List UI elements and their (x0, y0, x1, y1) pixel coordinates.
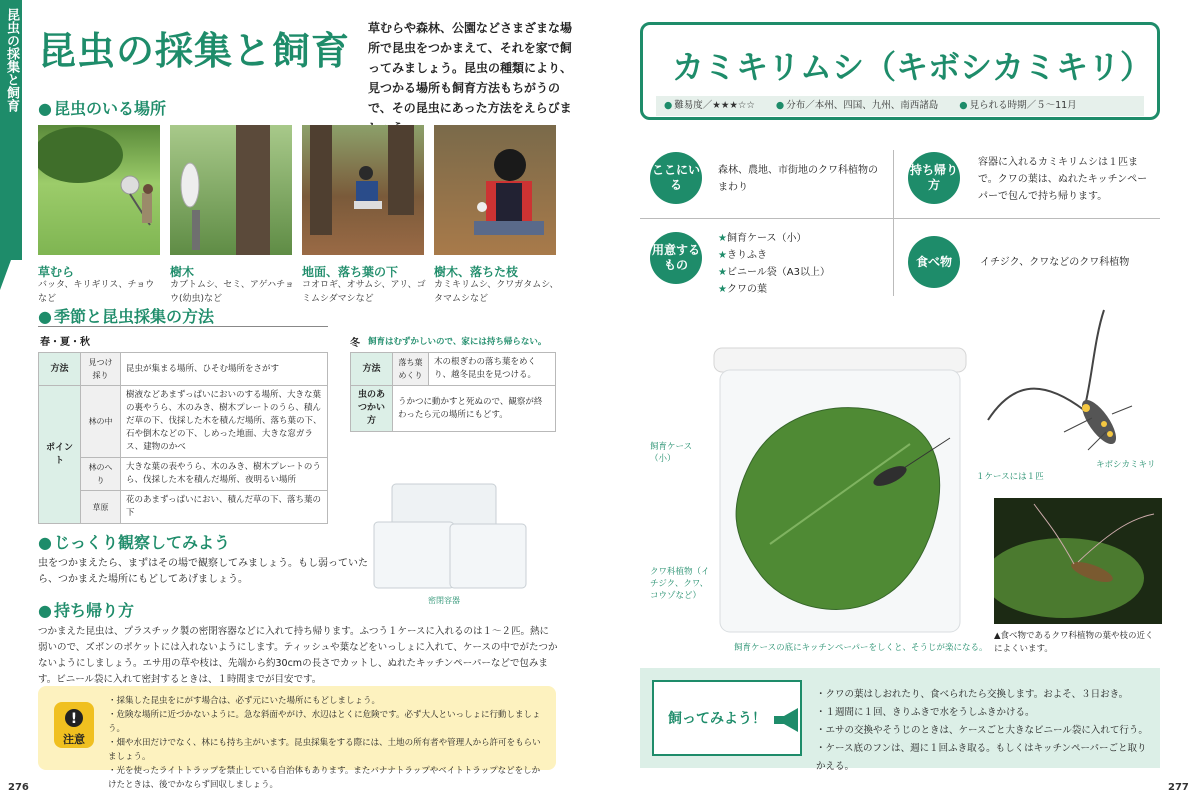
keep-item: ・ エサの交換やそうじのときは、ケースごと大きなビニール袋に入れて行う。 (816, 722, 1156, 740)
place-desc-4: カミキリムシ、クワガタムシ、タマムシなど (434, 280, 559, 304)
callout-case: 飼育ケース（小） (650, 442, 693, 464)
food-text: イチジク、クワなどのクワ科植物 (980, 257, 1130, 268)
side-tab-label: 昆虫の採集と飼育 (4, 8, 19, 112)
season-heading: ● 季節と昆虫採集の方法 (38, 304, 214, 327)
place-desc-2: カブトムシ、セミ、アゲハチョウ(幼虫)など (170, 280, 294, 304)
place-desc-3: コオロギ、オサムシ、アリ、ゴミムシダマシなど (302, 280, 426, 304)
prep-item: ★ クワの葉 (718, 281, 888, 298)
takehome-heading: ● 持ち帰り方 (38, 598, 134, 621)
intro-text: 草むらや森林、公園などさまざまな場所で昆虫をつかまえて、それを家で飼ってみましょう。昆虫の種類により、見つかる場所も飼育方法もちがうので、その昆虫にあった方法をえらびま (368, 21, 573, 115)
prep-item: ★ 飼育ケース（小） (718, 230, 888, 247)
container-caption: 密閉容器 (428, 596, 460, 605)
megaphone-icon (772, 706, 800, 734)
caution-item: ・ 光を使ったライトトラップを禁止している自治体もあります。またバナナトラップやベイトトラップなどをしかけたときは、後でかならず回収しましょう。 (108, 764, 548, 792)
place-title-1: 草むら (38, 265, 75, 279)
winter-method-header: 方法 (351, 353, 393, 386)
case-photo (710, 344, 972, 638)
caution-label: 注意 (63, 733, 85, 746)
point-text-3: 花のあまずっぱいにおい、積んだ草の下、落ち葉の下 (121, 491, 328, 524)
caution-item: ・ 畑や水田だけでなく、林にも持ち主がいます。昆虫採集をする際には、土地の所有者や管理人から許可をもらいましょう。 (108, 736, 548, 764)
prep-item: ★ ビニール袋（A3以上） (718, 264, 888, 281)
point-sub-3: 草原 (81, 491, 121, 524)
point-text-1: 樹液などあまずっぱいにおいのする場所、大きな葉の裏やうら、木のみき、樹木プレートのうら、積んだ草の下、伐採した木を積んだ場所、落ち葉の下、石や倒木などの下、しめった地面、大きな窓ガラス、建物のかべ (121, 386, 328, 458)
keep-list (816, 686, 1156, 776)
place-title-4: 樹木、落ちた枝 (434, 265, 519, 279)
page-title: 昆虫の採集と飼育 (38, 29, 351, 73)
callout-plant: クワ科植物（イチジク、クワ、コウゾなど） (650, 567, 710, 601)
place-title-3: 地面、落ち葉の下 (302, 265, 399, 279)
method-sub: 見つけ採り (81, 353, 121, 386)
season-label: 春・夏・秋 (40, 337, 90, 348)
beetle-photo (984, 300, 1160, 460)
callout-beetle: キボシカミキリ (1096, 460, 1156, 470)
season-table (38, 352, 328, 524)
point-sub-2: 林のへり (81, 458, 121, 491)
svg-text:!: ! (70, 711, 78, 727)
winter-care-text: うかつに動かすと死ぬので、観察が終わったら元の場所にもどす。 (393, 386, 556, 432)
callout-one-per-case: １ケースには１匹 (976, 472, 1044, 482)
winter-care-header: 虫のあつかい方 (351, 386, 393, 432)
prep-item: ★ きりふき (718, 247, 888, 264)
page-number-right: 277 (1168, 782, 1189, 793)
photo-grassland (38, 125, 160, 255)
photo-fallen-branch (434, 125, 556, 255)
method-header: 方法 (39, 353, 81, 386)
container-image (370, 478, 530, 598)
carry-badge: 持ち帰り方 (908, 152, 960, 204)
beetle-on-plant-photo (994, 498, 1162, 624)
place-desc-1: バッタ、キリギリス、チョウなど (38, 280, 155, 304)
places-heading: ● 昆虫のいる場所 (38, 96, 166, 119)
point-text-2: 大きな葉の表やうら、木のみき、樹木プレートのうら、伐採した木を積んだ場所、夜明るい場所 (121, 458, 328, 491)
observe-heading: ● じっくり観察してみよう (38, 530, 230, 553)
keep-item: ・ ケース底のフンは、週に１回ふき取る。もしくはキッチンペーパーごと取りかえる。 (816, 740, 1156, 776)
distribution: ● 分布／本州、四国、九州、南西諸島 (776, 100, 938, 111)
caution-list (108, 694, 548, 792)
prep-list (718, 230, 888, 298)
method-text: 昆虫が集まる場所、ひそむ場所をさがす (121, 353, 328, 386)
winter-note: 飼育はむずかしいので、家には持ち帰らない。 (368, 337, 547, 347)
keep-item: ・ クワの葉はしおれたり、食べられたら交換します。およそ、３日おき。 (816, 686, 1156, 704)
caution-item: ・ 危険な場所に近づかないように。急な斜面やがけ、水辺はとくに危険です。必ず大人といっしょに行動しましょう。 (108, 708, 548, 736)
season: ● 見られる時期／５～11月 (959, 100, 1076, 111)
winter-table (350, 352, 556, 432)
winter-label: 冬 (350, 338, 360, 349)
where-badge: ここにいる (650, 152, 702, 204)
callout-bottom: 飼育ケースの底にキッチンペーパーをしくと、そうじが楽になる。 (734, 643, 988, 653)
side-tab (0, 0, 22, 804)
photo-leaf-litter (302, 125, 424, 255)
food-badge: 食べ物 (908, 236, 960, 288)
caution-item: ・ 採集した昆虫をにがす場合は、必ず元にいた場所にもどしましょう。 (108, 694, 548, 708)
place-title-2: 樹木 (170, 265, 195, 279)
carry-text: 容器に入れるカミキリムシは１匹まで。クワの葉は、ぬれたキッチンペーパーで包んで持ち帰ります。 (978, 157, 1148, 202)
where-text: 森林、農地、市街地のクワ科植物のまわり (718, 165, 878, 193)
winter-method-text: 木の根ぎわの落ち葉をめくり、越冬昆虫を見つける。 (429, 353, 556, 386)
keep-item: ・ １週間に１回、きりふきで水をうしふきかける。 (816, 704, 1156, 722)
point-sub-1: 林の中 (81, 386, 121, 458)
species-title: カミキリムシ（キボシカミキリ） (672, 48, 1153, 86)
prep-badge: 用意するもの (650, 232, 702, 284)
difficulty: ● 難易度／★★★☆☆ (664, 100, 755, 111)
point-header: ポイント (39, 386, 81, 524)
keep-label-box (652, 680, 802, 756)
caution-badge (50, 700, 98, 750)
keep-label: 飼ってみよう！ (668, 711, 766, 727)
observe-text: 虫をつかまえたら、まずはその場で観察してみましょう。もし弱っていたら、つかまえた場所にもどしてあげましょう。 (38, 558, 368, 585)
species-meta (656, 96, 1144, 116)
photo2-caption: ▲食べ物であるクワ科植物の葉や枝の近くによくいます。 (994, 631, 1154, 654)
page-number-left: 276 (8, 782, 29, 793)
takehome-text: つかまえた昆虫は、プラスチック製の密閉容器などに入れて持ち帰ります。ふつう１ケースに入れるのは１～２匹。熱に弱いので、ズボンのポケットには入れないようにします。ティッシュや葉などをいっしょに入れて、ケースの中でがたつかないようにしましょう。エサ用の草や枝は、先端から約30cmの長さでカットし、ぬれたキッチンペーパーなどで包みます。ビニール袋に入れて密封するときは、１時間までが目安です。 (38, 626, 558, 685)
winter-method-sub: 落ち葉めくり (393, 353, 429, 386)
photo-tree (170, 125, 292, 255)
caution-box (38, 686, 556, 790)
